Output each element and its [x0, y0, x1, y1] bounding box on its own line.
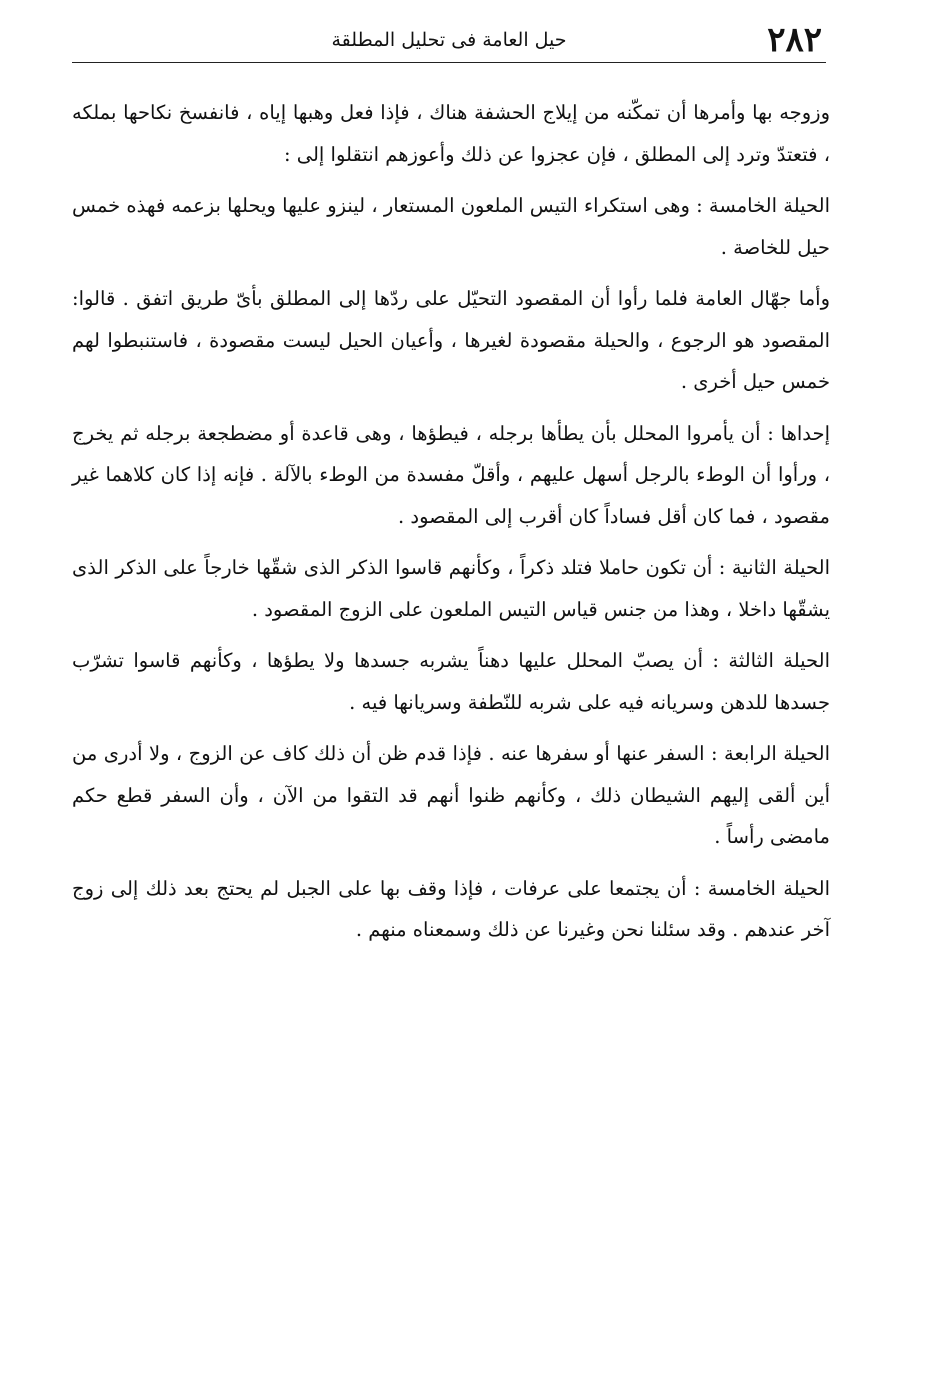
paragraph: الحيلة الثانية : أن تكون حاملا فتلد ذكراً ، وكأنهم قاسوا الذكر الذى شقّها خارجاً على الذكر الذى يشقّها داخلا ، وهذا من جنس قياس التيس الملعون على الزوج المقصود .: [72, 556, 830, 621]
paragraph: الحيلة الخامسة : وهى استكراء التيس الملعون المستعار ، لينزو عليها ويحلها بزعمه فهذه خمس حيل للخاصة .: [72, 194, 830, 259]
paragraph: الحيلة الخامسة : أن يجتمعا على عرفات ، فإذا وقف بها على الجبل لم يحتج بعد ذلك إلى زوج آخر عندهم . وقد سئلنا نحن وغيرنا عن ذلك وسمعناه منهم .: [72, 876, 830, 941]
paragraph: إحداها : أن يأمروا المحلل بأن يطأها برجله ، فيطؤها ، وهى قاعدة أو مضطجعة برجله ثم يخرج ، ورأوا أن الوطء بالرجل أسهل عليهم ، وأقلّ مفسدة من الوطء بالآلة . فإنه إذا كان كلاهما غير مقصود ، فما كان أقل فساداً كان أقرب إلى المقصود .: [72, 421, 830, 528]
page-header: [72, 18, 826, 63]
page-body: [72, 92, 830, 961]
running-title: حيل العامة فى تحليل المطلقة: [331, 29, 567, 51]
paragraph: وزوجه بها وأمرها أن تمكّنه من إيلاج الحشفة هناك ، فإذا فعل وهبها إياه ، فانفسخ نكاحها بملكه ، فتعتدّ وترد إلى المطلق ، فإن عجزوا عن ذلك وأعوزهم انتقلوا إلى :: [72, 101, 830, 166]
paragraph: وأما جهّال العامة فلما رأوا أن المقصود التحيّل على ردّها إلى المطلق بأىّ طريق اتفق . قالوا: المقصود هو الرجوع ، والحيلة مقصودة لغيرها ، وأعيان الحيل ليست مقصودة ، فاستنبطوا لهم خمس حيل أخرى .: [72, 287, 830, 393]
paragraph: الحيلة الرابعة : السفر عنها أو سفرها عنه . فإذا قدم ظن أن ذلك كاف عن الزوج ، ولا أدرى من أين ألقى إليهم الشيطان ذلك ، وكأنهم ظنوا أنهم قد التقوا من الآن ، وأن السفر قطع حكم مامضى رأساً .: [72, 742, 830, 848]
page-number: ٢٨٢: [767, 20, 822, 60]
paragraph: الحيلة الثالثة : أن يصبّ المحلل عليها دهناً يشربه جسدها ولا يطؤها ، وكأنهم قاسوا تشرّب جسدها للدهن وسريانه فيه على شربه للنّطفة وسريانها فيه .: [72, 649, 830, 714]
